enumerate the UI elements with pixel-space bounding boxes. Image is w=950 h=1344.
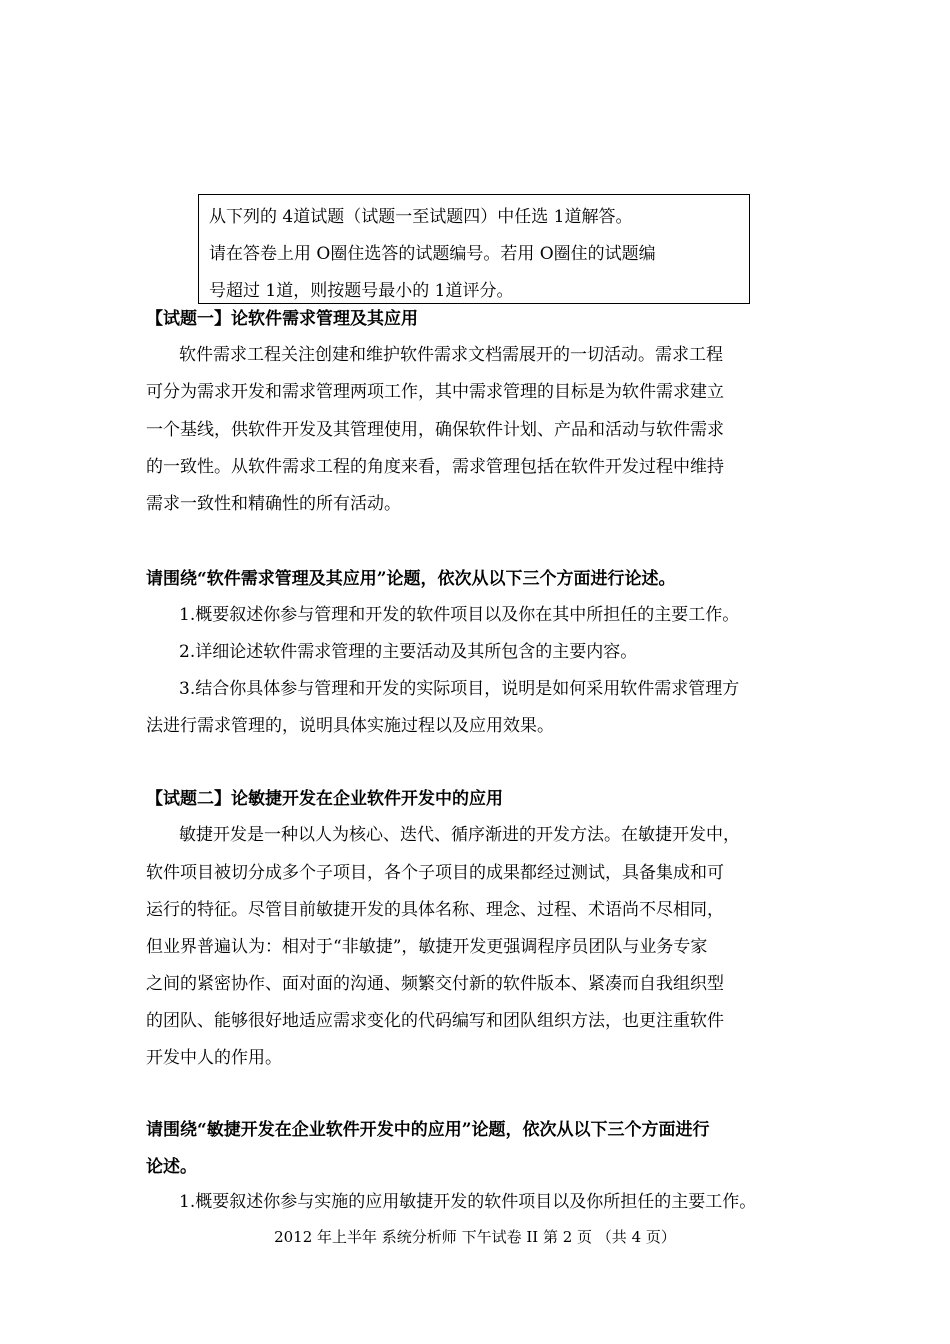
instruction-line: 号超过 1道，则按题号最小的 1道评分。	[209, 281, 514, 301]
q1-paragraph-line: 需求一致性和精确性的所有活动。	[146, 494, 401, 514]
q2-paragraph-line: 软件项目被切分成多个子项目，各个子项目的成果都经过测试，具备集成和可	[146, 863, 724, 883]
q2-paragraph-line: 敏捷开发是一种以人为核心、迭代、循序渐进的开发方法。在敏捷开发中，	[179, 825, 740, 845]
q1-prompt: 请围绕“软件需求管理及其应用”论题，依次从以下三个方面进行论述。	[146, 569, 676, 589]
q1-item: 2.详细论述软件需求管理的主要活动及其所包含的主要内容。	[179, 642, 638, 662]
q2-item: 1.概要叙述你参与实施的应用敏捷开发的软件项目以及你所担任的主要工作。	[179, 1192, 757, 1212]
q1-paragraph-line: 可分为需求开发和需求管理两项工作，其中需求管理的目标是为软件需求建立	[146, 382, 724, 402]
q2-paragraph-line: 运行的特征。尽管目前敏捷开发的具体名称、理念、过程、术语尚不尽相同，	[146, 900, 724, 920]
q1-item-continuation: 法进行需求管理的，说明具体实施过程以及应用效果。	[146, 716, 554, 736]
question-2-title: 【试题二】论敏捷开发在企业软件开发中的应用	[146, 789, 503, 809]
q2-prompt: 请围绕“敏捷开发在企业软件开发中的应用”论题，依次从以下三个方面进行	[146, 1120, 710, 1140]
instruction-line: 请在答卷上用 O圈住选答的试题编号。若用 O圈住的试题编	[209, 244, 656, 264]
instruction-box	[198, 194, 750, 304]
q2-paragraph-line: 的团队、能够很好地适应需求变化的代码编写和团队组织方法，也更注重软件	[146, 1011, 724, 1031]
instruction-line: 从下列的 4道试题（试题一至试题四）中任选 1道解答。	[209, 207, 633, 227]
question-1-title: 【试题一】论软件需求管理及其应用	[146, 309, 418, 329]
q2-paragraph-line: 但业界普遍认为：相对于“非敏捷”，敏捷开发更强调程序员团队与业务专家	[146, 937, 708, 957]
q1-item: 1.概要叙述你参与管理和开发的软件项目以及你在其中所担任的主要工作。	[179, 605, 740, 625]
q2-prompt-continuation: 论述。	[146, 1157, 197, 1177]
q2-paragraph-line: 之间的紧密协作、面对面的沟通、频繁交付新的软件版本、紧凑而自我组织型	[146, 974, 724, 994]
page-footer: 2012 年上半年 系统分析师 下午试卷 II 第 2 页 （共 4 页）	[274, 1228, 676, 1246]
q2-paragraph-line: 开发中人的作用。	[146, 1048, 282, 1068]
q1-item: 3.结合你具体参与管理和开发的实际项目，说明是如何采用软件需求管理方	[179, 679, 740, 699]
q1-paragraph-line: 的一致性。从软件需求工程的角度来看，需求管理包括在软件开发过程中维持	[146, 457, 724, 477]
q1-paragraph-line: 软件需求工程关注创建和维护软件需求文档需展开的一切活动。需求工程	[179, 345, 723, 365]
q1-paragraph-line: 一个基线，供软件开发及其管理使用，确保软件计划、产品和活动与软件需求	[146, 420, 724, 440]
